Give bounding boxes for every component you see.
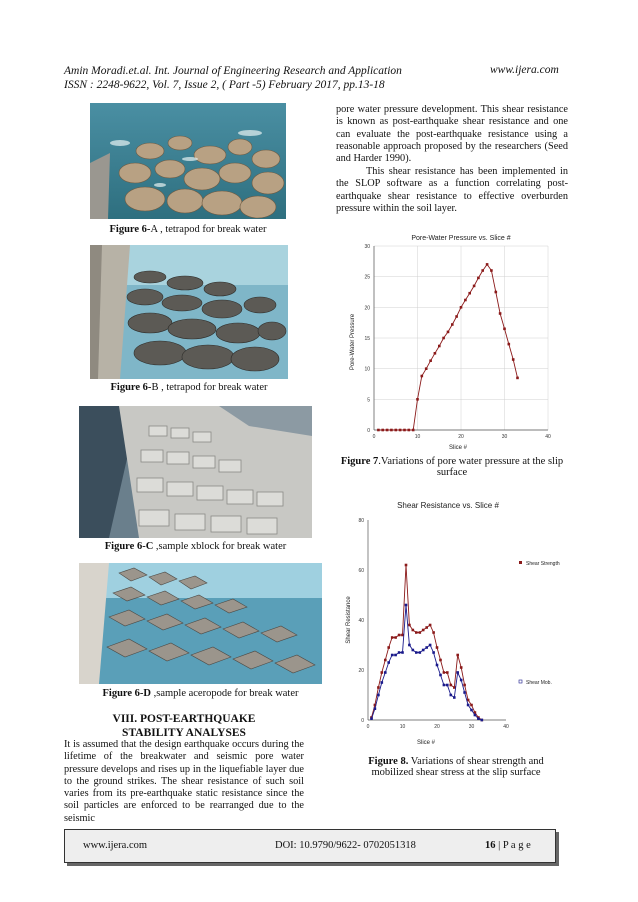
data-point-0	[508, 343, 511, 346]
y-tick-label: 20	[364, 305, 370, 312]
data-point-0	[460, 306, 463, 309]
data-point-1	[470, 709, 473, 712]
journal-site[interactable]: www.ijera.com	[490, 64, 559, 76]
legend-shear-strength: Shear Strength	[526, 561, 560, 567]
data-point-1	[481, 719, 484, 722]
data-point-0	[399, 429, 402, 432]
footer-doi: DOI: 10.9790/9622- 0702051318	[275, 840, 416, 851]
footer-page: 16 | P a g e	[485, 840, 531, 851]
data-point-1	[456, 671, 459, 674]
data-point-0	[463, 684, 466, 687]
series-line-0	[372, 565, 482, 720]
data-point-1	[460, 679, 463, 682]
data-point-0	[486, 263, 489, 266]
figure-6d-caption: Figure 6-D ,sample aceropode for break water	[102, 688, 299, 699]
data-point-1	[398, 651, 401, 654]
data-point-1	[436, 664, 439, 667]
data-point-0	[477, 277, 480, 280]
chart1-ylabel: Pore-Water Pressure	[350, 313, 356, 371]
y-tick-label: 40	[358, 618, 364, 624]
x-tick-label: 0	[372, 434, 376, 440]
figure-6b-photo	[90, 245, 288, 379]
data-point-1	[415, 651, 418, 654]
x-tick-label: 0	[366, 724, 370, 730]
data-point-0	[390, 429, 393, 432]
data-point-0	[377, 686, 380, 689]
data-point-1	[401, 651, 404, 654]
data-point-0	[386, 429, 389, 432]
x-tick-label: 30	[468, 724, 475, 730]
data-point-1	[391, 654, 394, 657]
data-point-0	[456, 654, 459, 657]
data-point-1	[477, 717, 480, 720]
data-point-0	[398, 634, 401, 637]
chart1-title: Pore-Water Pressure vs. Slice #	[411, 235, 511, 242]
data-point-0	[429, 359, 432, 362]
data-point-0	[377, 429, 380, 432]
figure-8-chart	[336, 496, 568, 750]
legend-marker-shear-mob	[519, 680, 522, 683]
x-tick-label: 10	[414, 434, 421, 440]
data-point-1	[443, 684, 446, 687]
y-tick-label: 20	[358, 668, 364, 674]
figure-7-chart	[336, 228, 568, 454]
figure-6b-caption: Figure 6-B , tetrapod for break water	[110, 382, 268, 393]
data-point-1	[453, 696, 456, 699]
data-point-1	[405, 604, 408, 607]
data-point-0	[434, 352, 437, 355]
data-point-0	[408, 429, 411, 432]
figure-7-caption: Figure 7.Variations of pore water pressure at the slip surface	[340, 456, 564, 478]
data-point-1	[408, 644, 411, 647]
figure-6c-caption: Figure 6-C ,sample xblock for break water	[104, 541, 287, 552]
right-column-paragraph-2: This shear resistance has been implemented in the SLOP software as a function correlating post-earthquake shear resistance to effective overburden pressure within the soil layer.	[336, 166, 568, 214]
data-point-0	[387, 646, 390, 649]
data-point-0	[468, 292, 471, 295]
x-tick-label: 20	[458, 434, 464, 440]
figure-6c-photo	[79, 406, 312, 538]
y-tick-label: 0	[367, 428, 370, 434]
y-tick-label: 25	[364, 274, 370, 281]
data-point-0	[429, 624, 432, 627]
chart2-title: Shear Resistance vs. Slice #	[397, 501, 499, 510]
data-point-0	[512, 358, 515, 361]
data-point-0	[481, 269, 484, 272]
x-tick-label: 30	[501, 434, 508, 440]
data-point-0	[516, 377, 519, 380]
data-point-0	[438, 345, 441, 348]
data-point-0	[495, 291, 498, 294]
y-tick-label: 10	[364, 366, 370, 373]
y-tick-label: 30	[364, 244, 370, 250]
data-point-0	[405, 564, 408, 567]
figure-6a-photo	[90, 103, 286, 219]
data-point-1	[450, 694, 453, 697]
data-point-0	[442, 337, 445, 340]
y-tick-label: 15	[364, 336, 370, 342]
x-tick-label: 40	[503, 724, 509, 730]
data-point-0	[451, 323, 454, 326]
data-point-1	[381, 681, 384, 684]
data-point-1	[394, 654, 397, 657]
data-point-0	[391, 636, 394, 639]
data-point-0	[381, 671, 384, 674]
data-point-0	[403, 429, 406, 432]
data-point-1	[412, 649, 415, 652]
data-point-1	[439, 674, 442, 677]
data-point-0	[412, 429, 415, 432]
data-point-0	[443, 671, 446, 674]
data-point-1	[370, 717, 373, 720]
data-point-0	[421, 375, 424, 378]
journal-header-line1: Amin Moradi.et.al. Int. Journal of Engineering Research and Application	[64, 65, 402, 77]
data-point-1	[463, 691, 466, 694]
data-point-0	[470, 704, 473, 707]
data-point-1	[474, 714, 477, 717]
data-point-0	[490, 269, 493, 272]
x-tick-label: 20	[434, 724, 440, 730]
data-point-0	[450, 684, 453, 687]
chart1-xlabel: Slice #	[448, 445, 468, 451]
right-column-paragraph-1: pore water pressure development. This shear resistance is known as post-earthquake shear resistance and one can evaluate the post-earthquake resistance using a reasonable approach proposed by the researchers (Seed and Harder 1990).	[336, 104, 568, 165]
data-point-0	[381, 429, 384, 432]
legend-shear-mob: Shear Mob.	[526, 680, 552, 686]
data-point-0	[416, 398, 419, 401]
data-point-0	[460, 666, 463, 669]
page-footer	[64, 829, 556, 863]
chart2-ylabel: Shear Resistance	[346, 596, 352, 644]
data-point-0	[419, 631, 422, 634]
data-point-0	[408, 624, 411, 627]
data-point-1	[425, 646, 428, 649]
data-point-0	[422, 629, 425, 632]
figure-6a-caption: Figure 6-A , tetrapod for break water	[109, 224, 267, 235]
data-point-0	[499, 312, 502, 315]
data-point-1	[429, 644, 432, 647]
x-tick-label: 40	[545, 434, 551, 440]
left-column-paragraph: It is assumed that the design earthquake occurs during the lifetime of the breakwater and seismic pore water pressure develops and rises up in the liquefiable layer due to the ground strikes. The shear resistance of such soil varies from its pre-earthquake static resistance since the soil particles are enforced to be rearranged due to the seismic	[64, 739, 304, 824]
data-point-1	[374, 707, 377, 710]
data-point-1	[384, 671, 387, 674]
y-tick-label: 5	[367, 397, 370, 404]
data-point-1	[419, 651, 422, 654]
data-point-1	[432, 651, 435, 654]
series-line-0	[378, 264, 517, 430]
y-tick-label: 0	[361, 718, 364, 724]
chart2-xlabel: Slice #	[416, 740, 436, 746]
data-point-0	[439, 659, 442, 662]
data-point-1	[467, 704, 470, 707]
data-point-1	[446, 684, 449, 687]
data-point-0	[395, 429, 398, 432]
data-point-0	[384, 659, 387, 662]
journal-header-line2: ISSN : 2248-9622, Vol. 7, Issue 2, ( Part -5) February 2017, pp.13-18	[64, 79, 385, 91]
y-tick-label: 60	[358, 568, 364, 574]
section-heading: VIII. POST-EARTHQUAKE STABILITY ANALYSES	[112, 713, 256, 739]
data-point-0	[464, 299, 467, 302]
figure-8-caption: Figure 8. Variations of shear strength and mobilized shear stress at the slip surface	[368, 756, 544, 778]
y-tick-label: 80	[358, 518, 364, 524]
data-point-0	[436, 646, 439, 649]
data-point-0	[473, 285, 476, 288]
data-point-1	[377, 694, 380, 697]
data-point-0	[425, 367, 428, 370]
figure-6d-photo	[79, 563, 322, 684]
data-point-0	[447, 331, 450, 334]
data-point-0	[415, 631, 418, 634]
data-point-1	[422, 649, 425, 652]
data-point-0	[412, 629, 415, 632]
data-point-0	[446, 671, 449, 674]
data-point-0	[425, 626, 428, 629]
x-tick-label: 10	[399, 724, 406, 730]
shear-resistance-chart	[336, 496, 568, 750]
data-point-0	[503, 328, 506, 331]
legend-marker-shear-strength	[519, 561, 522, 564]
data-point-0	[432, 631, 435, 634]
data-point-1	[387, 661, 390, 664]
data-point-0	[455, 315, 458, 318]
data-point-0	[394, 636, 397, 639]
pore-water-pressure-chart	[336, 228, 568, 454]
footer-site[interactable]: www.ijera.com	[83, 840, 148, 851]
